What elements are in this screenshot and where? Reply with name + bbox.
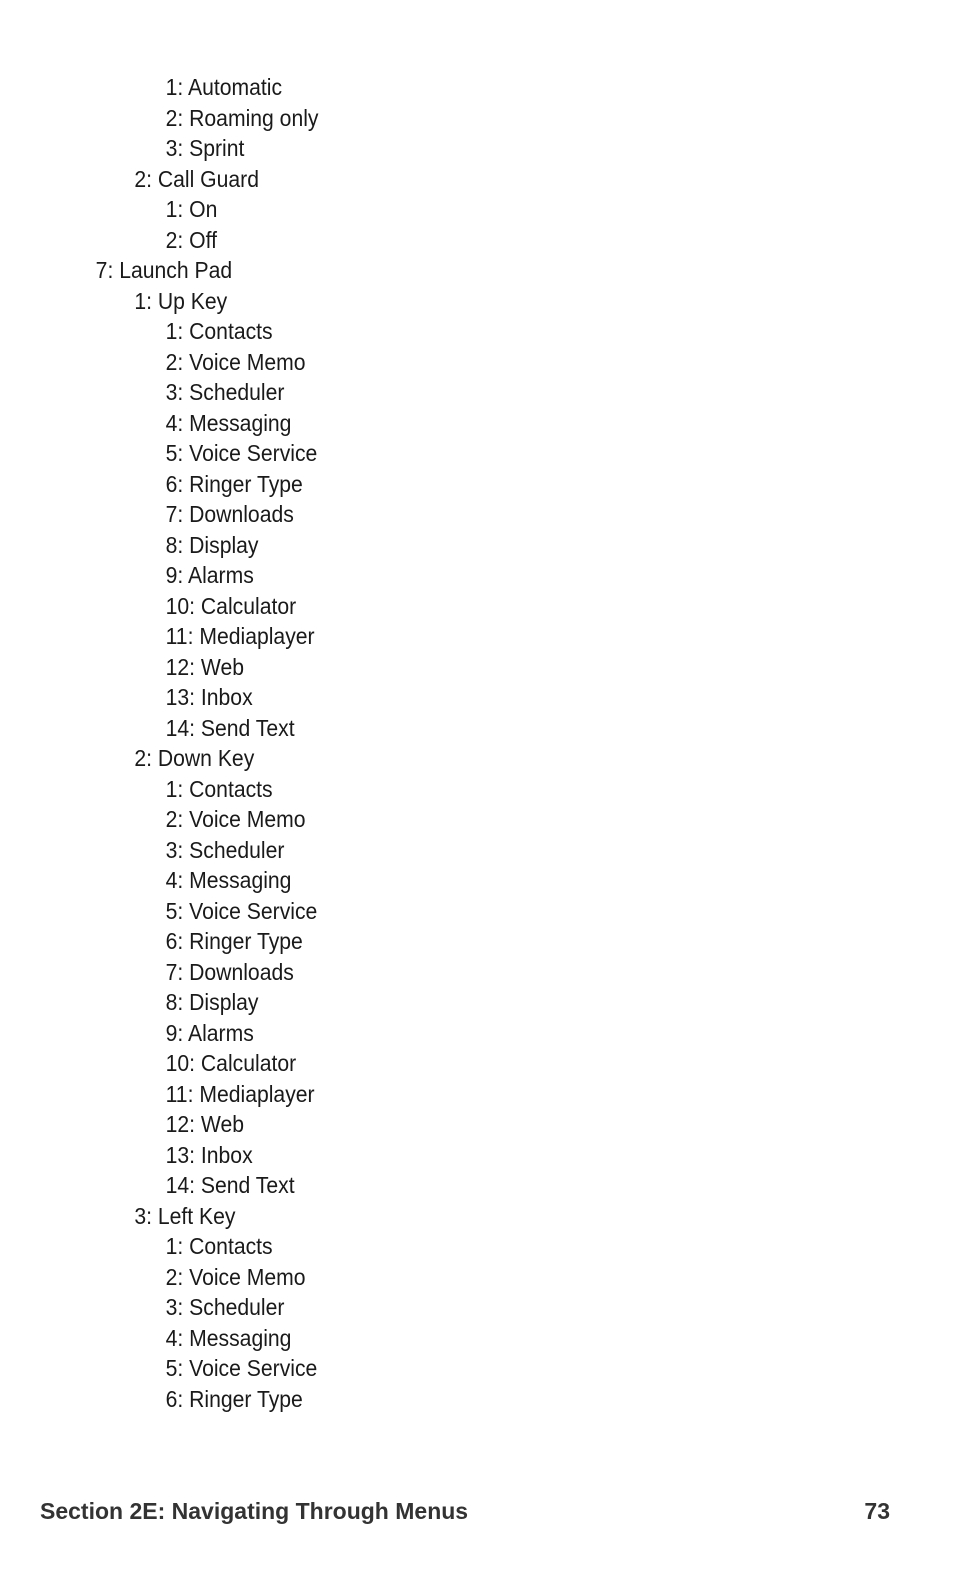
menu-item-level-3: 11: Mediaplayer <box>165 623 315 649</box>
menu-item-level-3: 9: Alarms <box>165 1019 254 1046</box>
menu-item-level-3: 3: Sprint <box>165 135 245 161</box>
menu-item-level-3: 13: Inbox <box>165 684 253 710</box>
menu-item-level-3: 5: Voice Service <box>165 440 318 466</box>
menu-item-level-3: 6: Ringer Type <box>165 928 303 954</box>
menu-item-level-3: 14: Send Text <box>165 1172 295 1198</box>
menu-item-level-3: 4: Messaging <box>165 409 292 436</box>
menu-tree <box>0 72 954 1414</box>
menu-item-level-3: 2: Roaming only <box>165 104 319 131</box>
menu-item-level-3: 8: Display <box>165 531 259 558</box>
menu-item-level-2: 2: Down Key <box>134 745 255 771</box>
menu-item-level-3: 1: Contacts <box>165 318 273 344</box>
menu-item-level-3: 12: Web <box>165 1111 245 1137</box>
menu-item-level-3: 7: Downloads <box>165 958 294 985</box>
menu-item-level-3: 2: Voice Memo <box>165 1263 306 1290</box>
footer-section-title: Section 2E: Navigating Through Menus <box>40 1497 469 1524</box>
menu-item-level-3: 2: Voice Memo <box>165 348 306 375</box>
menu-item-level-3: 7: Downloads <box>165 501 294 527</box>
menu-item-level-3: 4: Messaging <box>165 867 292 893</box>
menu-item-level-3: 3: Scheduler <box>165 836 285 863</box>
menu-item-level-3: 3: Scheduler <box>165 379 285 405</box>
menu-item-level-3: 2: Voice Memo <box>165 806 306 832</box>
menu-item-level-3: 13: Inbox <box>165 1141 253 1168</box>
menu-item-level-3: 14: Send Text <box>165 714 295 741</box>
menu-item-level-3: 4: Messaging <box>165 1324 292 1351</box>
menu-item-level-3: 9: Alarms <box>165 562 254 588</box>
menu-item-level-3: 5: Voice Service <box>165 1355 318 1381</box>
menu-item-level-3: 12: Web <box>165 653 245 680</box>
menu-item-level-3: 1: Contacts <box>165 1233 273 1259</box>
menu-item-level-3: 1: Automatic <box>165 74 283 100</box>
menu-item-level-3: 5: Voice Service <box>165 897 318 924</box>
menu-item-level-3: 11: Mediaplayer <box>165 1080 315 1107</box>
page-footer <box>40 1494 890 1528</box>
menu-item-level-2: 2: Call Guard <box>134 165 259 192</box>
menu-item-level-3: 10: Calculator <box>165 592 297 619</box>
menu-item-level-3: 10: Calculator <box>165 1050 297 1076</box>
menu-item-level-2: 1: Up Key <box>134 287 228 314</box>
menu-item-level-3: 3: Scheduler <box>165 1294 285 1320</box>
footer-page-number: 73 <box>864 1497 890 1524</box>
menu-item-level-3: 8: Display <box>165 989 259 1015</box>
menu-item-level-3: 1: On <box>165 196 218 222</box>
menu-item-level-3: 6: Ringer Type <box>165 470 303 497</box>
menu-item-level-3: 6: Ringer Type <box>165 1385 303 1412</box>
menu-item-level-3: 1: Contacts <box>165 775 273 802</box>
menu-item-level-1: 7: Launch Pad <box>95 257 233 283</box>
menu-item-level-2: 3: Left Key <box>134 1202 236 1229</box>
menu-item-level-3: 2: Off <box>165 226 217 253</box>
